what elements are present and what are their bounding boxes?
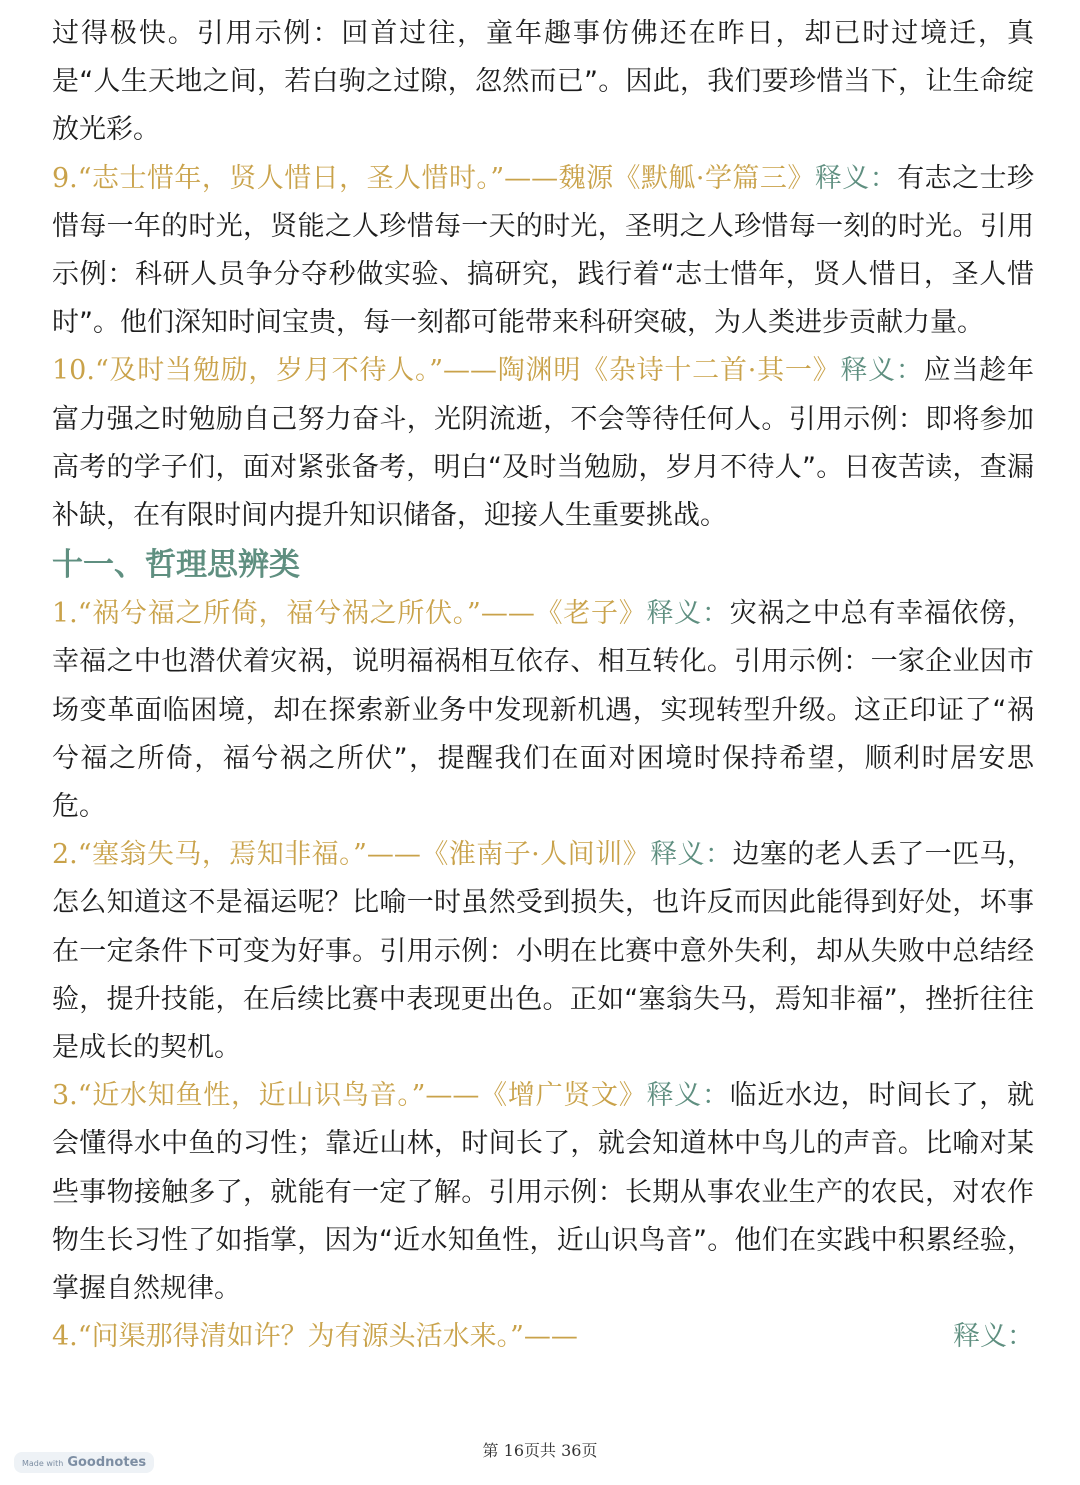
quote-item-2 — [52, 831, 1034, 1072]
fade-overlay — [600, 1398, 980, 1438]
quote-item-9 — [52, 155, 1034, 348]
definition-body: 有志之士珍惜每一年的时光，贤能之人珍惜每一天的时光，圣明之人珍惜每一刻的时光。引用示例：科研人员争分夺秒做实验、搞研究，践行着“志士惜年，贤人惜日，圣人惜时”。他们深知时间宝贵，每一刻都可能带来科研突破，为人类进步贡献力量。 — [52, 162, 1035, 339]
quote-line: 3.“近水知鱼性，近山识鸟音。”——《增广贤文》 — [52, 1080, 647, 1112]
definition-label: 释义： — [646, 598, 730, 630]
definition-body: 灾祸之中总有幸福依傍，幸福之中也潜伏着灾祸，说明福祸相互依存、相互转化。引用示例：一家企业因市场变革面临困境，却在探索新业务中发现新机遇，实现转型升级。这正印证了“祸兮福之所倚，福兮祸之所伏”，提醒我们在面对困境时保持希望，顺利时居安思危。 — [52, 598, 1035, 823]
definition-label: 释义： — [646, 1080, 730, 1112]
quote-item-4 — [52, 1313, 1034, 1361]
quote-line: 9.“志士惜年，贤人惜日，圣人惜时。”——魏源《默觚·学篇三》 — [52, 162, 815, 194]
watermark-brand: Goodnotes — [67, 1455, 147, 1470]
definition-label: 释义： — [814, 162, 898, 194]
watermark-prefix: Made with — [22, 1459, 64, 1468]
quote-line: 10.“及时当勉励，岁月不待人。”——陶渊明《杂诗十二首·其一》 — [52, 355, 841, 387]
quote-line: 1.“祸兮福之所倚，福兮祸之所伏。”——《老子》 — [52, 598, 647, 630]
page-content — [52, 10, 1034, 1361]
quote-line: 2.“塞翁失马，焉知非福。”——《淮南子·人间训》 — [52, 839, 651, 871]
page-number: 第 16页共 36页 — [482, 1441, 598, 1460]
quote-item-1 — [52, 590, 1034, 831]
definition-label: 释义： — [953, 1321, 1034, 1353]
definition-body: 临近水边，时间长了，就会懂得水中鱼的习性；靠近山林，时间长了，就会知道林中鸟儿的声音。比喻对某些事物接触多了，就能有一定了解。引用示例：长期从事农业生产的农民，对农作物生长习性了如指掌，因为“近水知鱼性，近山识鸟音”。他们在实践中积累经验，掌握自然规律。 — [52, 1080, 1035, 1305]
goodnotes-watermark — [14, 1452, 154, 1473]
intro-paragraph: 过得极快。引用示例：回首过往，童年趣事仿佛还在昨日，却已时过境迁，真是“人生天地之间，若白驹之过隙，忽然而已”。因此，我们要珍惜当下，让生命绽放光彩。 — [52, 18, 1034, 146]
quote-item-10 — [52, 347, 1034, 540]
definition-label: 释义： — [840, 355, 924, 387]
quote-item-3 — [52, 1072, 1034, 1313]
quote-line: 4.“问渠那得清如许？为有源头活水来。”—— — [52, 1321, 578, 1353]
section-heading: 十一、哲理思辨类 — [52, 547, 300, 584]
definition-body: 边塞的老人丢了一匹马，怎么知道这不是福运呢？比喻一时虽然受到损失，也许反而因此能得到好处，坏事在一定条件下可变为好事。引用示例：小明在比赛中意外失利，却从失败中总结经验，提升技能，在后续比赛中表现更出色。正如“塞翁失马，焉知非福”，挫折往往是成长的契机。 — [52, 839, 1035, 1064]
definition-body: 应当趁年富力强之时勉励自己努力奋斗，光阴流逝，不会等待任何人。引用示例：即将参加高考的学子们，面对紧张备考，明白“及时当勉励，岁月不待人”。日夜苦读，查漏补缺，在有限时间内提升知识储备，迎接人生重要挑战。 — [52, 355, 1035, 532]
definition-label: 释义： — [650, 839, 733, 871]
